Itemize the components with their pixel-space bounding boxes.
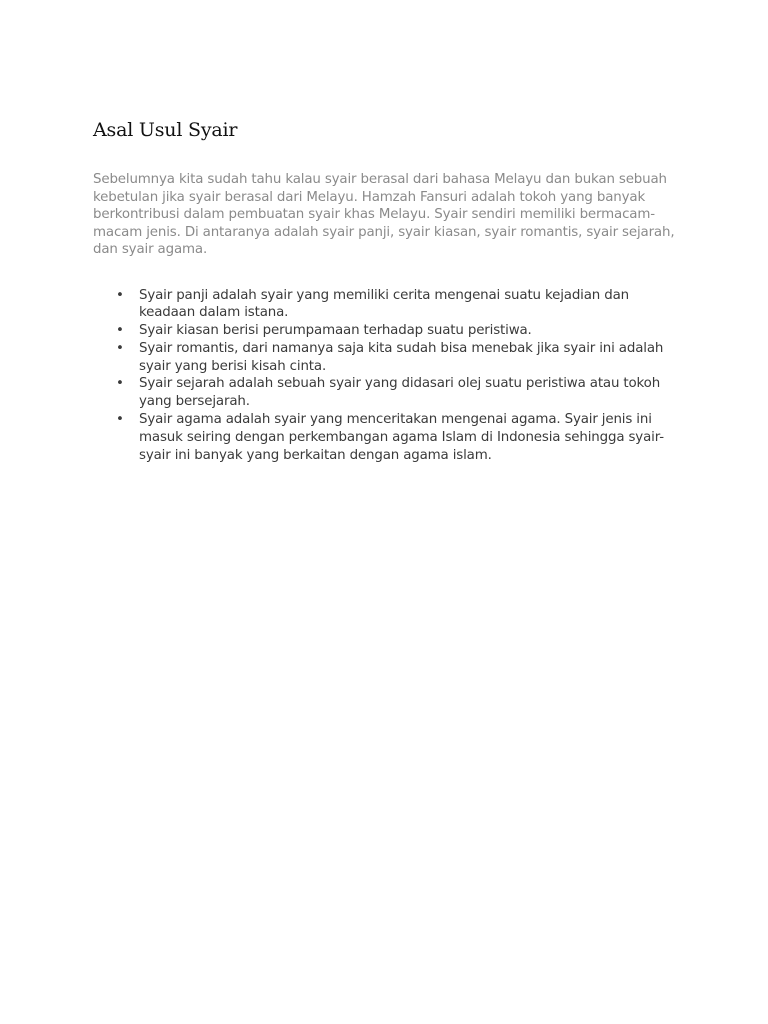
bullet-icon: • — [116, 323, 124, 339]
list-item-text: Syair panji adalah syair yang memiliki cerita mengenai suatu kejadian dan keadaan dalam istana. — [139, 287, 629, 321]
bullet-icon: • — [116, 340, 124, 356]
bullet-icon: • — [116, 412, 124, 428]
document-title: Asal Usul Syair — [93, 119, 238, 141]
bullet-icon: • — [116, 376, 124, 392]
syair-types-list — [93, 287, 678, 465]
document-content — [93, 117, 678, 464]
list-item-text: Syair sejarah adalah sebuah syair yang didasari olej suatu peristiwa atau tokoh yang bersejarah. — [139, 376, 661, 410]
list-item — [116, 287, 678, 323]
list-item — [116, 322, 678, 340]
intro-paragraph: Sebelumnya kita sudah tahu kalau syair berasal dari bahasa Melayu dan bukan sebuah kebetulan jika syair berasal dari Melayu. Hamzah Fansuri adalah tokoh yang banyak berkontribusi dalam pembuatan syair khas Melayu. Syair sendiri memiliki bermacam-macam jenis. Di antaranya adalah syair panji, syair kiasan, syair romantis, syair sejarah, dan syair agama. — [93, 172, 675, 257]
bullet-icon: • — [116, 287, 124, 303]
list-item — [116, 411, 678, 464]
list-item-text: Syair romantis, dari namanya saja kita sudah bisa menebak jika syair ini adalah syair yang berisi kisah cinta. — [139, 340, 664, 374]
list-item — [116, 375, 678, 411]
list-item — [116, 340, 678, 376]
list-item-text: Syair kiasan berisi perumpamaan terhadap suatu peristiwa. — [139, 323, 532, 339]
list-item-text: Syair agama adalah syair yang menceritakan mengenai agama. Syair jenis ini masuk seiring dengan perkembangan agama Islam di Indonesia sehingga syair-syair ini banyak yang berkaitan dengan agama islam. — [139, 412, 664, 463]
